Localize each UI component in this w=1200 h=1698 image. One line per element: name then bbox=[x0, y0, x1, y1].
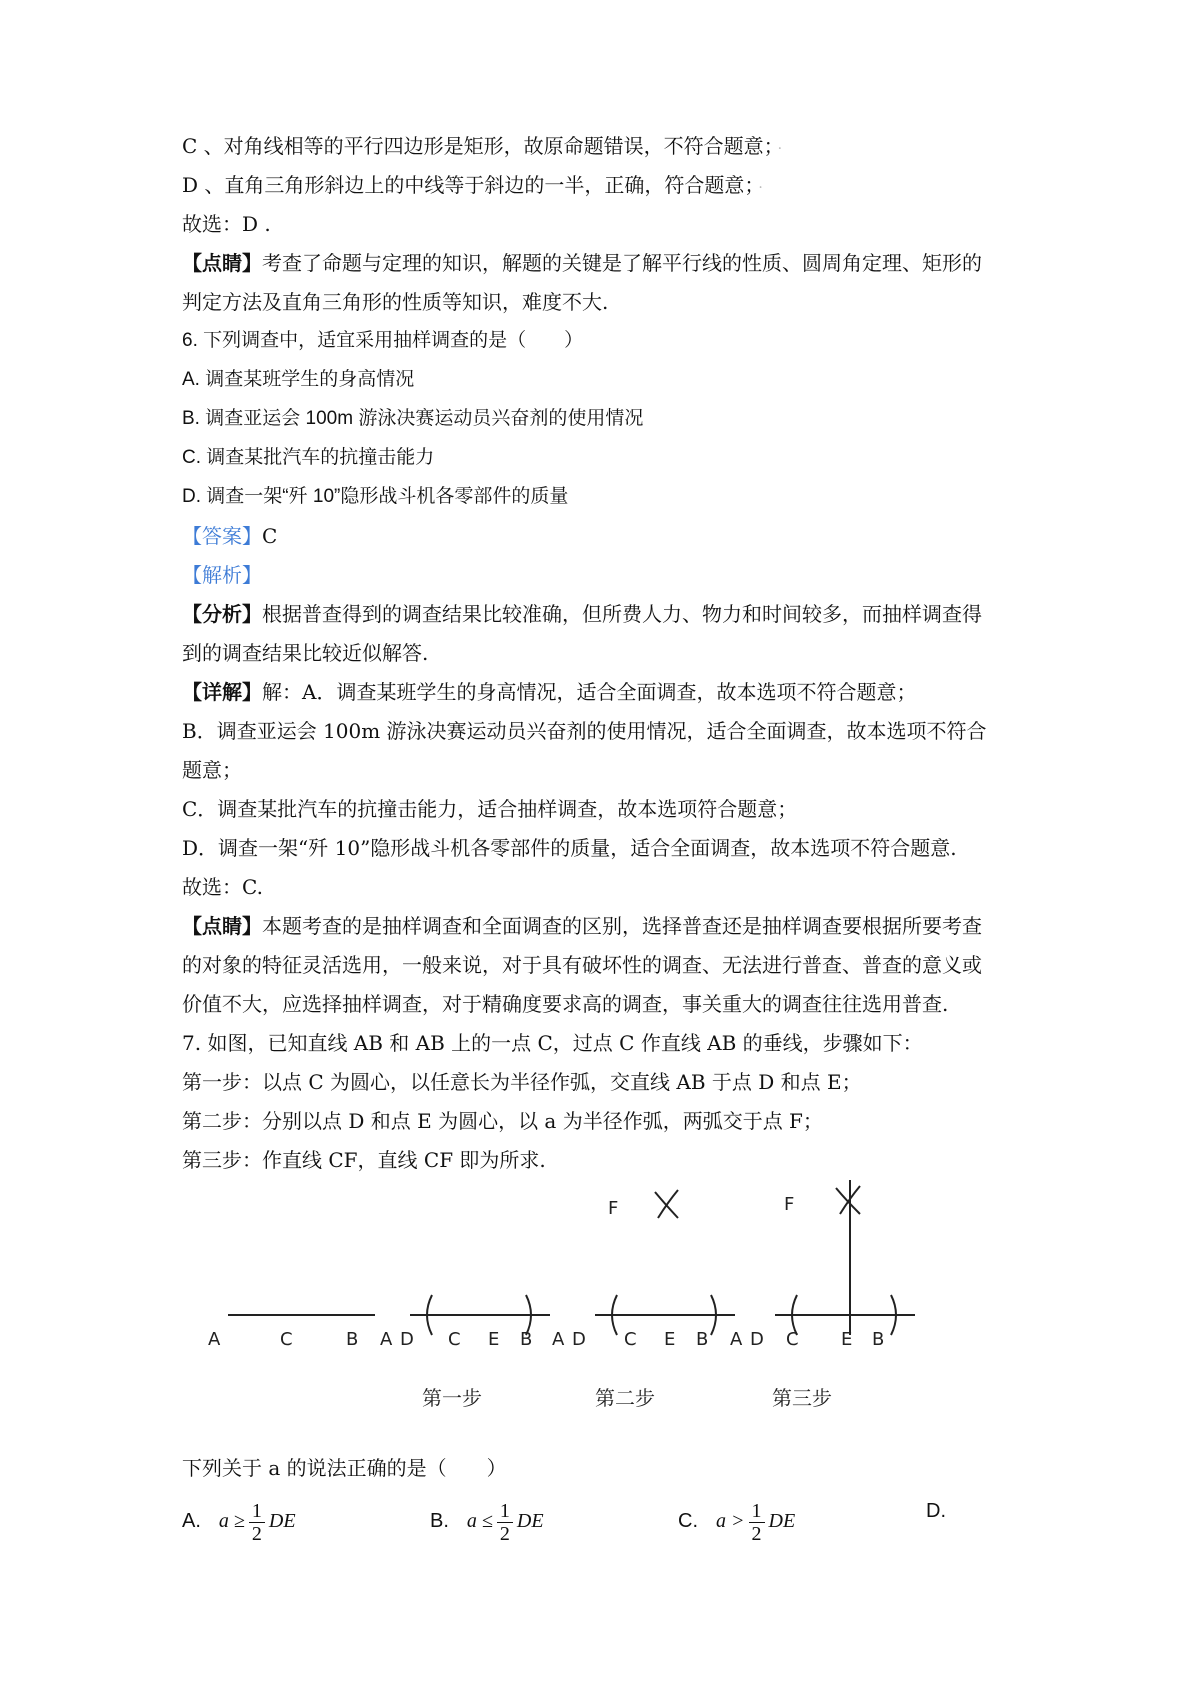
xiangjie-line-2: B．调查亚运会 100m 游泳决赛运动员兴奋剂的使用情况，适合全面调查，故本选项不符合 bbox=[182, 719, 987, 743]
fraction-c: $\frac{1}{2}$ bbox=[749, 1500, 765, 1545]
choice-b: B. a ≤ $\frac{1}{2}$ DE bbox=[430, 1500, 544, 1545]
caption-step-2: 第二步 bbox=[595, 1386, 655, 1410]
question-6-option-a: A. 调查某班学生的身高情况 bbox=[182, 369, 415, 390]
label-d-1: D bbox=[400, 1329, 414, 1350]
label-a-3: A bbox=[730, 1329, 743, 1350]
choice-d: D. bbox=[926, 1500, 946, 1522]
label-d-3: D bbox=[750, 1329, 764, 1350]
xiangjie-line-4: C．调查某批汽车的抗撞击能力，适合抽样调查，故本选项符合题意； bbox=[182, 797, 798, 821]
label-a-1: A bbox=[380, 1329, 393, 1350]
question-6-option-b: B. 调查亚运会 100m 游泳决赛运动员兴奋剂的使用情况 bbox=[182, 408, 644, 429]
question-7-prompt: 下列关于 a 的说法正确的是（ ） bbox=[182, 1456, 507, 1480]
label-b-0: B bbox=[346, 1329, 359, 1350]
dianjing2-line-3: 价值不大，应选择抽样调查，对于精确度要求高的调查，事关重大的调查往往选用普查. bbox=[182, 992, 949, 1016]
label-c-0: C bbox=[280, 1329, 293, 1350]
question-7-step-2: 第二步：分别以点 D 和点 E 为圆心，以 a 为半径作弧，两弧交于点 F； bbox=[182, 1109, 823, 1133]
label-a-2: A bbox=[552, 1329, 565, 1350]
label-e-1: E bbox=[488, 1329, 500, 1350]
label-e-2: E bbox=[664, 1329, 676, 1350]
fraction-b: $\frac{1}{2}$ bbox=[497, 1500, 513, 1545]
text-line-dianjing-1: 【点睛】考查了命题与定理的知识，解题的关键是了解平行线的性质、圆周角定理、矩形的 bbox=[182, 251, 982, 275]
answer-value: C bbox=[262, 524, 278, 548]
choice-c: C. a > $\frac{1}{2}$ DE bbox=[678, 1500, 796, 1545]
xiangjie-line-5: D．调查一架“歼 10”隐形战斗机各零部件的质量，适合全面调查，故本选项不符合题意. bbox=[182, 836, 957, 860]
xiangjie-line-3: 题意； bbox=[182, 758, 242, 782]
dianjing2-line-1: 【点睛】本题考查的是抽样调查和全面调查的区别，选择普查还是抽样调查要根据所要考查 bbox=[182, 914, 982, 938]
xiangjie-line-1: 【详解】解：A．调查某班学生的身高情况，适合全面调查，故本选项不符合题意； bbox=[182, 680, 917, 704]
text-line-d: D 、直角三角形斜边上的中线等于斜边的一半，正确，符合题意； · bbox=[182, 173, 763, 197]
fenxi-line-2: 到的调查结果比较近似解答. bbox=[182, 641, 429, 665]
label-c-1: C bbox=[448, 1329, 461, 1350]
choice-a: A. a ≥ $\frac{1}{2}$ DE bbox=[182, 1500, 296, 1545]
label-c-2: C bbox=[624, 1329, 637, 1350]
fraction-a: $\frac{1}{2}$ bbox=[249, 1500, 265, 1545]
question-7-step-1: 第一步：以点 C 为圆心，以任意长为半径作弧，交直线 AB 于点 D 和点 E； bbox=[182, 1070, 862, 1094]
text-line-answer-d: 故选：D . bbox=[182, 212, 271, 236]
label-a-0: A bbox=[208, 1329, 221, 1350]
text-line-dianjing-2: 判定方法及直角三角形的性质等知识，难度不大. bbox=[182, 290, 609, 314]
caption-step-1: 第一步 bbox=[422, 1386, 482, 1410]
construction-figure bbox=[200, 1180, 1000, 1430]
text-line-c: C 、对角线相等的平行四边形是矩形，故原命题错误，不符合题意； · bbox=[182, 134, 783, 158]
tag-xiangjie: 【详解】 bbox=[182, 680, 262, 704]
question-6-option-d: D. 调查一架“歼 10”隐形战斗机各零部件的质量 bbox=[182, 486, 569, 507]
question-7-step-3: 第三步：作直线 CF，直线 CF 即为所求. bbox=[182, 1148, 546, 1172]
dianjing2-line-2: 的对象的特征灵活选用，一般来说，对于具有破坏性的调查、无法进行普查、普查的意义或 bbox=[182, 953, 982, 977]
tag-fenxi: 【分析】 bbox=[182, 602, 262, 626]
tag-answer: 【答案】 bbox=[182, 524, 262, 548]
answer-line bbox=[182, 516, 1042, 556]
label-b-3: B bbox=[872, 1329, 885, 1350]
label-b-2: B bbox=[696, 1329, 709, 1350]
fenxi-line-1: 【分析】根据普查得到的调查结果比较准确，但所费人力、物力和时间较多，而抽样调查得 bbox=[182, 602, 982, 626]
tag-dianjing: 【点睛】 bbox=[182, 251, 262, 275]
xiangjie-line-6: 故选：C. bbox=[182, 875, 263, 899]
label-e-3: E bbox=[841, 1329, 853, 1350]
question-6: 6. 下列调查中，适宜采用抽样调查的是（ ） bbox=[182, 330, 584, 351]
label-f-3: F bbox=[784, 1194, 795, 1215]
label-b-1: B bbox=[520, 1329, 533, 1350]
jiexi-line bbox=[182, 555, 1042, 595]
tag-jiexi: 【解析】 bbox=[182, 563, 262, 587]
question-7: 7. 如图，已知直线 AB 和 AB 上的一点 C，过点 C 作直线 AB 的垂线，步骤如下： bbox=[182, 1031, 923, 1055]
label-d-2: D bbox=[572, 1329, 586, 1350]
label-c-3: C bbox=[786, 1329, 799, 1350]
label-f-2: F bbox=[608, 1198, 619, 1219]
caption-step-3: 第三步 bbox=[772, 1386, 832, 1410]
tag-dianjing-2: 【点睛】 bbox=[182, 914, 262, 938]
question-6-option-c: C. 调查某批汽车的抗撞击能力 bbox=[182, 447, 435, 468]
